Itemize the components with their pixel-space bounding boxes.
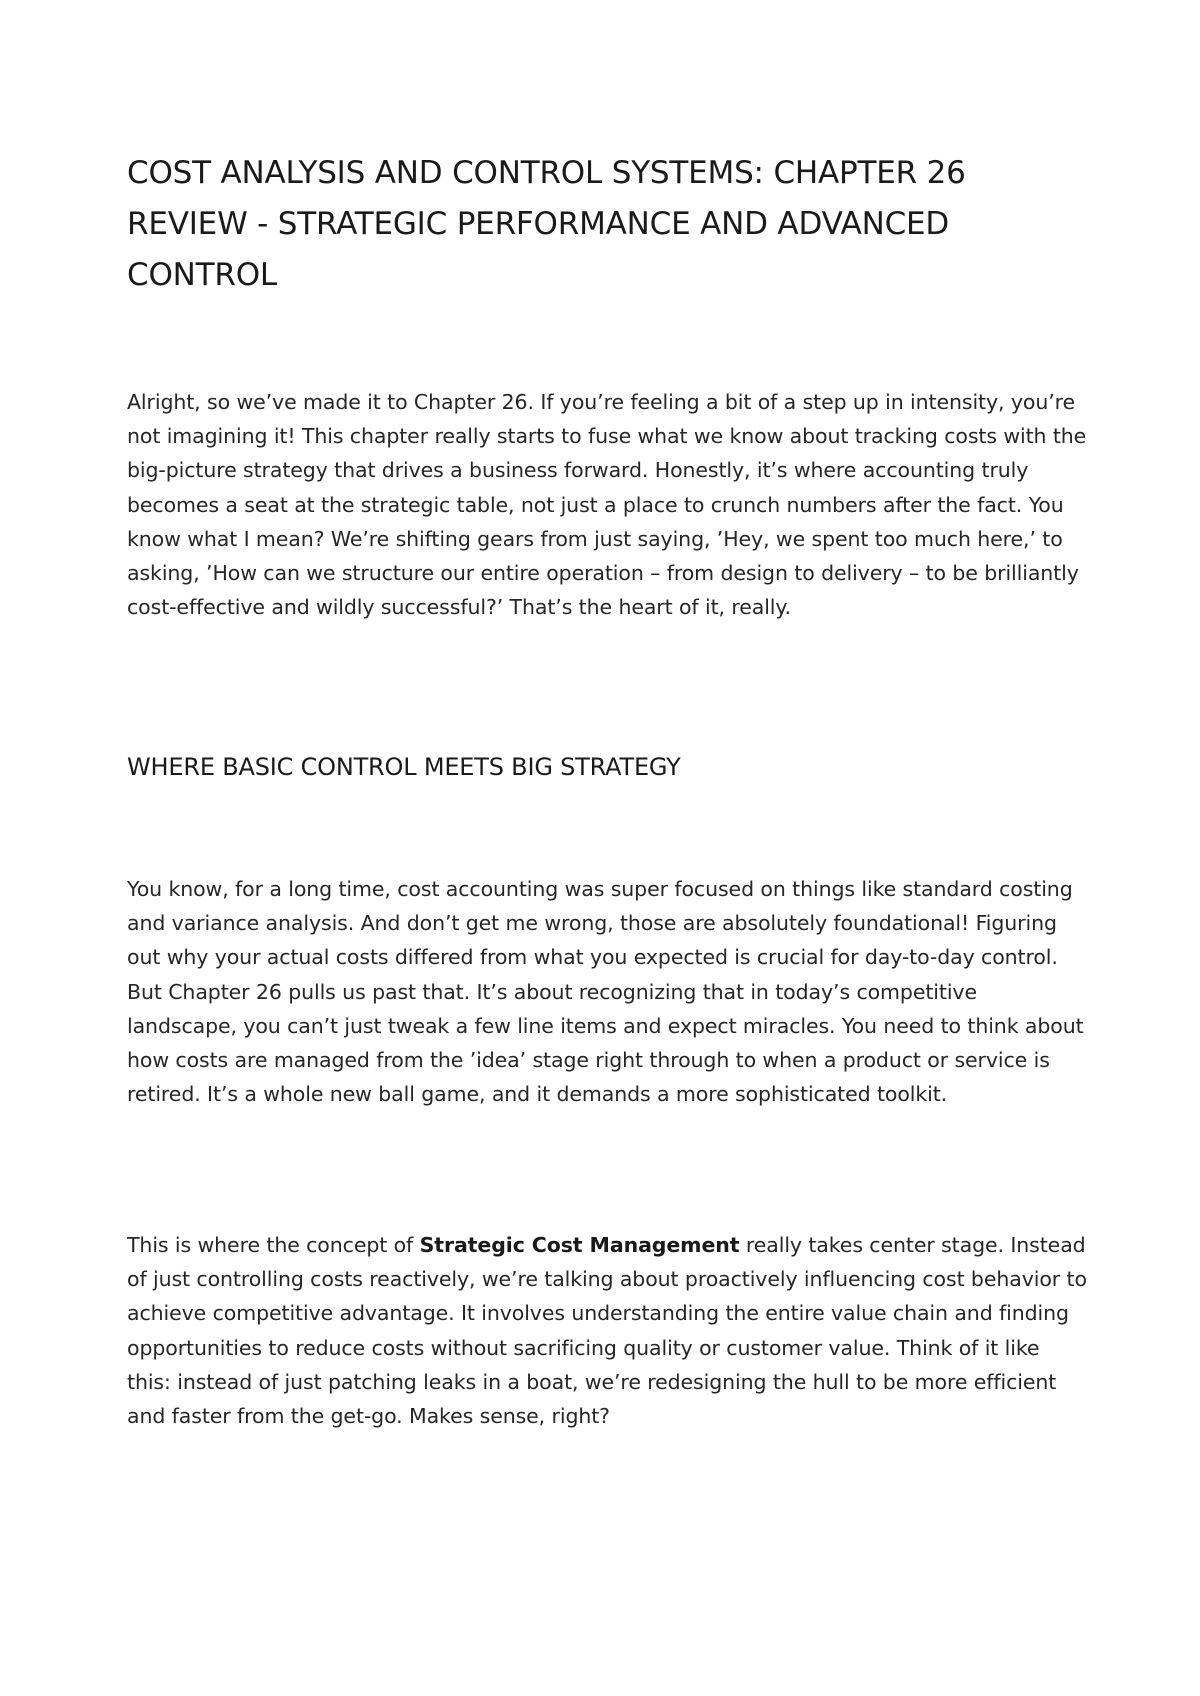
paragraph-text-after: really takes center stage. Instead of just controlling costs reactively, we’re talking about proactively influencing cost behavior to achieve competitive advantage. It involves understanding the entire value chain and finding opportunities to reduce costs without sacrificing quality or customer value. Think of it like this: instead of just patching leaks in a boat, we’re redesigning the hull to be more efficient and faster from the get-go. Makes sense, right? xyxy=(127,1233,1087,1429)
section-heading: WHERE BASIC CONTROL MEETS BIG STRATEGY xyxy=(127,753,681,781)
document-title: COST ANALYSIS AND CONTROL SYSTEMS: CHAPTER 26 REVIEW - STRATEGIC PERFORMANCE AND ADVANCED CONTROL xyxy=(127,155,966,293)
strategic-cost-management-term: Strategic Cost Management xyxy=(419,1233,740,1257)
paragraph-text-before: This is where the concept of xyxy=(127,1233,420,1257)
section-paragraph-1: You know, for a long time, cost accounting was super focused on things like standard costing and variance analysis. And don’t get me wrong, those are absolutely foundational! Figuring out why your actual costs differed from what you expected is crucial for day-to-day control. But Chapter 26 pulls us past that. It’s about recognizing that in today’s competitive landscape, you can’t just tweak a few line items and expect miracles. You need to think about how costs are managed from the ’idea’ stage right through to when a product or service is retired. It’s a whole new ball game, and it demands a more sophisticated toolkit. xyxy=(127,877,1084,1107)
intro-paragraph: Alright, so we’ve made it to Chapter 26. If you’re feeling a bit of a step up in intensity, you’re not imagining it! This chapter really starts to fuse what we know about tracking costs with the big-picture strategy that drives a business forward. Honestly, it’s where accounting truly becomes a seat at the strategic table, not just a place to crunch numbers after the fact. You know what I mean? We’re shifting gears from just saying, ’Hey, we spent too much here,’ to asking, ’How can we structure our entire operation – from design to delivery – to be brilliantly cost-effective and wildly successful?’ That’s the heart of it, really. xyxy=(127,390,1087,620)
section-paragraph-2 xyxy=(127,1228,1087,1433)
